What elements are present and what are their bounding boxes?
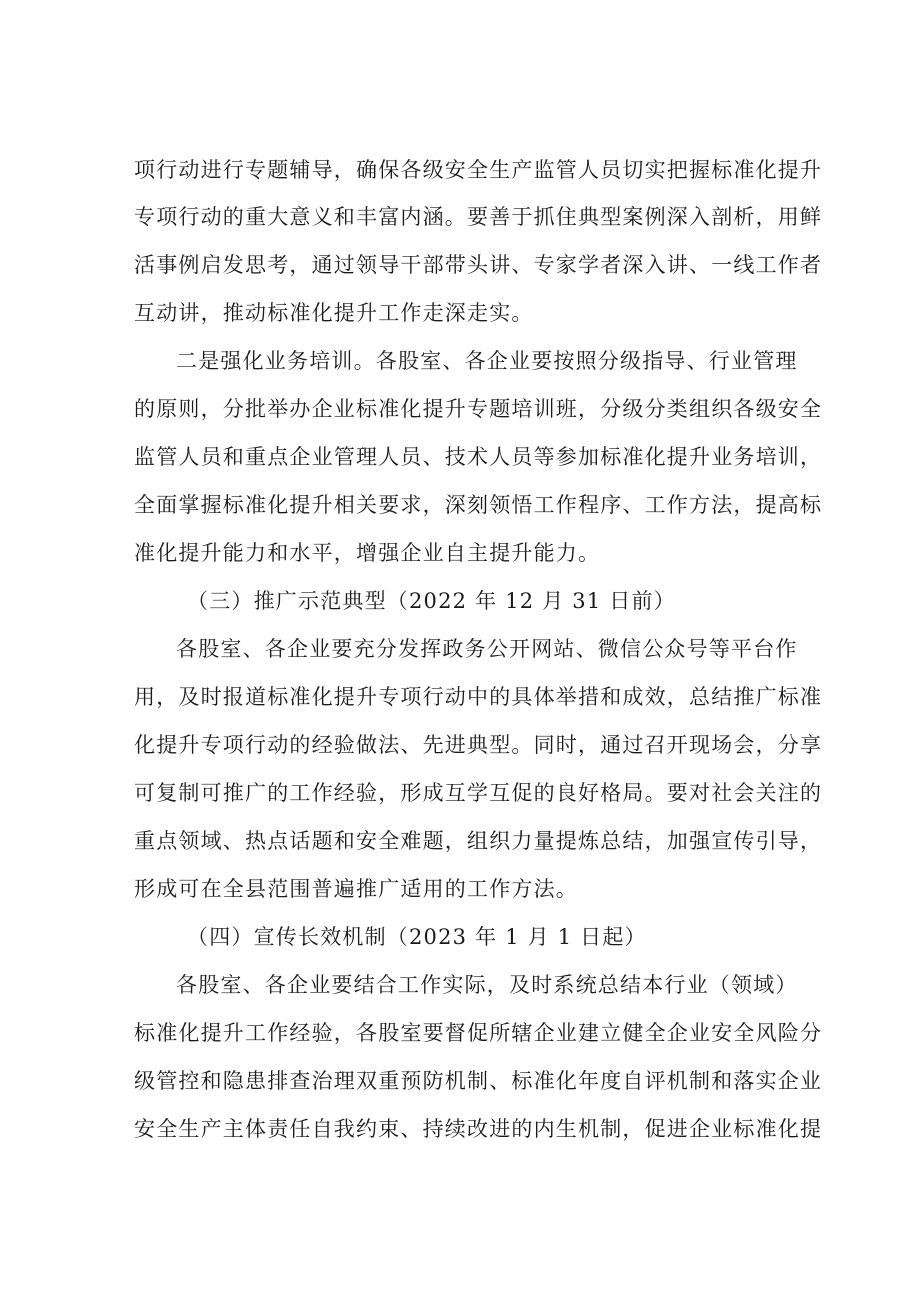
paragraph-start: 各股室、各企业要结合工作实际，及时系统总结本行业（领域） — [176, 973, 798, 997]
section-heading: （三）推广示范典型（2022 年 12 月 31 日前） — [187, 589, 676, 613]
text-line: 互动讲，推动标准化提升工作走深走实。 — [134, 301, 534, 325]
text-line: 形成可在全县范围普遍推广适用的工作方法。 — [134, 877, 578, 901]
section-heading: （四）宣传长效机制（2023 年 1 月 1 日起） — [187, 925, 647, 949]
text-line: 标准化提升工作经验，各股室要督促所辖企业建立健全企业安全风险分 — [134, 1021, 823, 1045]
paragraph-start: 二是强化业务培训。各股室、各企业要按照分级指导、行业管理 — [176, 349, 798, 373]
text-line: 的原则，分批举办企业标准化提升专题培训班，分级分类组织各级安全 — [134, 397, 823, 421]
text-line: 项行动进行专题辅导，确保各级安全生产监管人员切实把握标准化提升 — [134, 158, 823, 182]
text-line: 化提升专项行动的经验做法、先进典型。同时，通过召开现场会，分享 — [134, 733, 823, 757]
text-line: 可复制可推广的工作经验，形成互学互促的良好格局。要对社会关注的 — [134, 781, 823, 805]
text-line: 监管人员和重点企业管理人员、技术人员等参加标准化提升业务培训， — [134, 445, 823, 469]
text-line: 活事例启发思考，通过领导干部带头讲、专家学者深入讲、一线工作者 — [134, 253, 823, 277]
paragraph-start: 各股室、各企业要充分发挥政务公开网站、微信公众号等平台作 — [176, 637, 798, 661]
text-line: 准化提升能力和水平，增强企业自主提升能力。 — [134, 541, 601, 565]
text-line: 专项行动的重大意义和丰富内涵。要善于抓住典型案例深入剖析，用鲜 — [134, 205, 823, 229]
text-line: 用，及时报道标准化提升专项行动中的具体举措和成效，总结推广标准 — [134, 685, 823, 709]
text-line: 全面掌握标准化提升相关要求，深刻领悟工作程序、工作方法，提高标 — [134, 493, 823, 517]
text-line: 级管控和隐患排查治理双重预防机制、标准化年度自评机制和落实企业 — [134, 1069, 823, 1093]
text-line: 重点领域、热点话题和安全难题，组织力量提炼总结，加强宣传引导， — [134, 829, 823, 853]
text-line: 安全生产主体责任自我约束、持续改进的内生机制，促进企业标准化提 — [134, 1117, 823, 1141]
